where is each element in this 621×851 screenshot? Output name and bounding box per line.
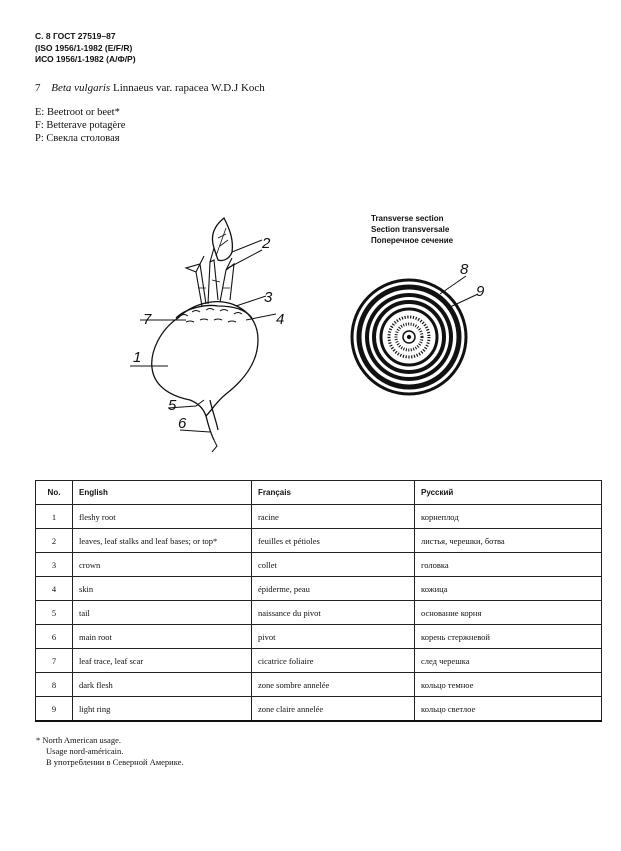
leader-lines — [130, 240, 276, 432]
row-english: fleshy root — [73, 505, 252, 529]
label-6: 6 — [178, 415, 187, 432]
footnote-french: Usage nord-américain. — [46, 746, 124, 756]
table-row — [36, 577, 602, 601]
row-russian: кольцо темное — [415, 673, 602, 697]
label-5: 5 — [168, 397, 177, 414]
label-9: 9 — [476, 283, 485, 300]
row-no: 2 — [36, 529, 73, 553]
row-english: leaves, leaf stalks and leaf bases; or top* — [73, 529, 252, 553]
col-header-no: No. — [36, 481, 73, 505]
leaf-blade — [212, 218, 232, 261]
species-authority: Linnaeus var. rapacea W.D.J Koch — [112, 82, 265, 94]
row-no: 3 — [36, 553, 73, 577]
col-header-french: Français — [252, 481, 415, 505]
table-header-row — [36, 481, 602, 505]
row-english: light ring — [73, 697, 252, 722]
table-row — [36, 553, 602, 577]
row-french: cicatrice foliaire — [252, 649, 415, 673]
species-genus: Beta vulgaris — [51, 82, 111, 94]
row-french: zone sombre annelée — [252, 673, 415, 697]
table-row — [36, 697, 602, 722]
beet-drawing — [130, 218, 276, 452]
row-english: main root — [73, 625, 252, 649]
row-english: tail — [73, 601, 252, 625]
common-name-french: F: Betterave potagère — [35, 120, 126, 131]
row-french: racine — [252, 505, 415, 529]
footnote-russian: В употреблении в Северной Америке. — [46, 757, 184, 767]
row-french: zone claire annelée — [252, 697, 415, 722]
caption-english: Transverse section — [371, 214, 444, 223]
row-russian: след черешка — [415, 649, 602, 673]
row-no: 7 — [36, 649, 73, 673]
col-header-russian: Русский — [415, 481, 602, 505]
row-no: 9 — [36, 697, 73, 722]
row-no: 6 — [36, 625, 73, 649]
row-no: 5 — [36, 601, 73, 625]
species-number: 7 — [35, 82, 41, 94]
crown-texture — [180, 309, 242, 323]
row-russian: кольцо светлое — [415, 697, 602, 722]
header-iso-ref-ru: ИСО 1956/1-1982 (А/Ф/Р) — [35, 54, 136, 64]
row-english: skin — [73, 577, 252, 601]
leaf-stalks — [186, 248, 234, 306]
row-english: leaf trace, leaf scar — [73, 649, 252, 673]
label-2: 2 — [262, 235, 271, 252]
label-3: 3 — [264, 289, 273, 306]
row-french: épiderme, peau — [252, 577, 415, 601]
table-row — [36, 649, 602, 673]
label-4: 4 — [276, 311, 285, 328]
footnote — [36, 735, 184, 768]
label-8: 8 — [460, 261, 469, 278]
row-french: pivot — [252, 625, 415, 649]
transverse-section — [352, 276, 478, 394]
footnote-english: * North American usage. — [36, 735, 121, 745]
row-no: 8 — [36, 673, 73, 697]
label-7: 7 — [143, 311, 152, 328]
row-no: 4 — [36, 577, 73, 601]
tail-root — [206, 400, 218, 440]
row-russian: основание корня — [415, 601, 602, 625]
common-name-english: E: Beetroot or beet* — [35, 107, 120, 118]
row-english: dark flesh — [73, 673, 252, 697]
common-name-russian: P: Свекла столовая — [35, 133, 120, 144]
row-no: 1 — [36, 505, 73, 529]
glossary-table — [35, 480, 602, 722]
table-row — [36, 529, 602, 553]
caption-french: Section transversale — [371, 225, 450, 234]
row-french: collet — [252, 553, 415, 577]
caption-russian: Поперечное сечение — [371, 236, 454, 245]
table-row — [36, 673, 602, 697]
row-french: feuilles et pétioles — [252, 529, 415, 553]
header-iso-ref: (ISO 1956/1-1982 (E/F/R) — [35, 42, 133, 53]
row-russian: кожица — [415, 577, 602, 601]
label-1: 1 — [133, 349, 142, 366]
col-header-english: English — [73, 481, 252, 505]
row-french: naissance du pivot — [252, 601, 415, 625]
row-russian: листья, черешки, ботва — [415, 529, 602, 553]
row-russian: головка — [415, 553, 602, 577]
row-russian: корень стержневой — [415, 625, 602, 649]
header-standard: С. 8 ГОСТ 27519–87 — [35, 31, 116, 41]
table-row — [36, 601, 602, 625]
row-english: crown — [73, 553, 252, 577]
table-row — [36, 505, 602, 529]
row-russian: корнеплод — [415, 505, 602, 529]
table-row — [36, 625, 602, 649]
